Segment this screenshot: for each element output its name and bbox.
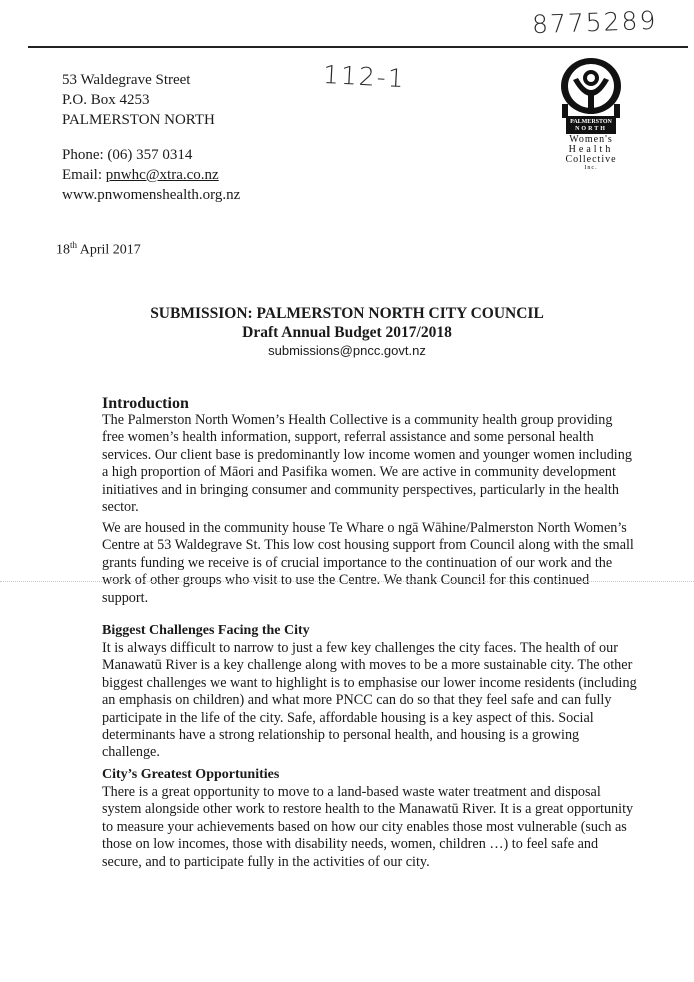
- challenges-paragraph: [102, 640, 637, 762]
- introduction-paragraph-2: [102, 520, 632, 607]
- logo-name-line: Collective: [565, 154, 617, 165]
- text-line: It is always difficult to narrow to just a few key challenges the city faces. The health of our: [102, 640, 618, 656]
- address-line: PALMERSTON NORTH: [62, 112, 215, 128]
- date-suffix: th: [70, 240, 78, 250]
- submission-title: SUBMISSION: PALMERSTON NORTH CITY COUNCIL: [150, 305, 544, 322]
- text-line: work of other groups who visit to use the Centre. We thank Council for this continued: [102, 572, 590, 589]
- opportunities-heading: City’s Greatest Opportunities: [102, 767, 280, 782]
- introduction-heading: Introduction: [102, 395, 189, 412]
- text-line: free women’s health information, support, referral assistance and some personal health: [102, 429, 594, 446]
- text-line: Manawatū River is a key challenge along with moves to be a more sustainable city. The other: [102, 657, 633, 674]
- text-line: services. Our client base is predominantly low income women and younger women including: [102, 446, 632, 463]
- text-line: system alongside other work to restore health to the Manawatū River. It is a great opportunity: [102, 801, 634, 818]
- text-line: Centre at 53 Waldegrave St. This low cost housing support from Council along with the small: [102, 537, 634, 554]
- text-line: grants funding we receive is of crucial importance to the continuation of our work and the: [102, 554, 613, 571]
- sender-contact: [62, 145, 240, 205]
- text-line: support.: [102, 589, 149, 606]
- submission-subtitle: Draft Annual Budget 2017/2018: [242, 324, 452, 341]
- logo-name-line: Women's: [569, 134, 613, 145]
- text-line: We are housed in the community house Te Whare o ngā Wāhine/Palmerston North Women’s: [102, 520, 627, 536]
- logo-name-line: Health: [568, 144, 614, 155]
- handwritten-page-mark: 112-1: [322, 59, 407, 94]
- email-link[interactable]: pnwhc@xtra.co.nz: [105, 167, 219, 183]
- opportunities-paragraph: [102, 784, 632, 871]
- text-line: those on low incomes, those with disability needs, women, children …) to feel safe and: [102, 836, 599, 853]
- phone-line: Phone: (06) 357 0314: [62, 147, 193, 163]
- logo-mid-text: NORTH: [575, 126, 607, 132]
- text-line: participate in the life of the city. Safe, affordable housing is a key aspect of this. Social: [102, 709, 594, 726]
- scan-artifact-line: [0, 581, 694, 583]
- logo-name-line: Inc.: [584, 165, 598, 171]
- logo-name: [558, 135, 624, 172]
- text-line: biggest challenges we want to highlight is to emphasise our lower income residents (including: [102, 674, 637, 691]
- website-line: www.pnwomenshealth.org.nz: [62, 187, 241, 203]
- text-line: There is a great opportunity to move to a land-based waste water treatment and disposal: [102, 784, 601, 800]
- text-line: The Palmerston North Women’s Health Collective is a community health group providing: [102, 412, 613, 428]
- date-month-year: April 2017: [77, 242, 141, 258]
- text-line: secure, and to participate fully in the activities of our city.: [102, 853, 430, 870]
- text-line: sector.: [102, 499, 139, 516]
- sender-address: [62, 70, 215, 130]
- address-line: P.O. Box 4253: [62, 92, 150, 108]
- challenges-heading: Biggest Challenges Facing the City: [102, 623, 310, 638]
- introduction-paragraph-1: [102, 412, 632, 516]
- address-line: 53 Waldegrave Street: [62, 72, 191, 88]
- text-line: challenge.: [102, 744, 160, 761]
- text-line: determinants have a strong relationship to personal health, and housing is a growing: [102, 727, 580, 744]
- collective-logo: [558, 56, 624, 180]
- date-day: 18: [56, 242, 70, 258]
- text-line: to measure your achievements based on how our city enables those most vulnerable (such as: [102, 818, 627, 835]
- header-rule: [28, 46, 688, 48]
- text-line: an emphasis on children) and what more PNCC can do so that they feel safe and can fully: [102, 692, 612, 709]
- letter-date: [56, 240, 141, 259]
- email-label: Email:: [62, 167, 106, 183]
- text-line: a high proportion of Māori and Pasifika women. We are active in community development: [102, 464, 616, 481]
- handwritten-reference-number: 8775289: [531, 5, 658, 40]
- logo-top-text: PALMERSTON: [570, 119, 612, 125]
- email-row: [62, 165, 240, 185]
- submission-email: submissions@pncc.govt.nz: [268, 343, 426, 358]
- text-line: initiatives and in bringing consumer and community perspectives, particularly in the health: [102, 481, 619, 498]
